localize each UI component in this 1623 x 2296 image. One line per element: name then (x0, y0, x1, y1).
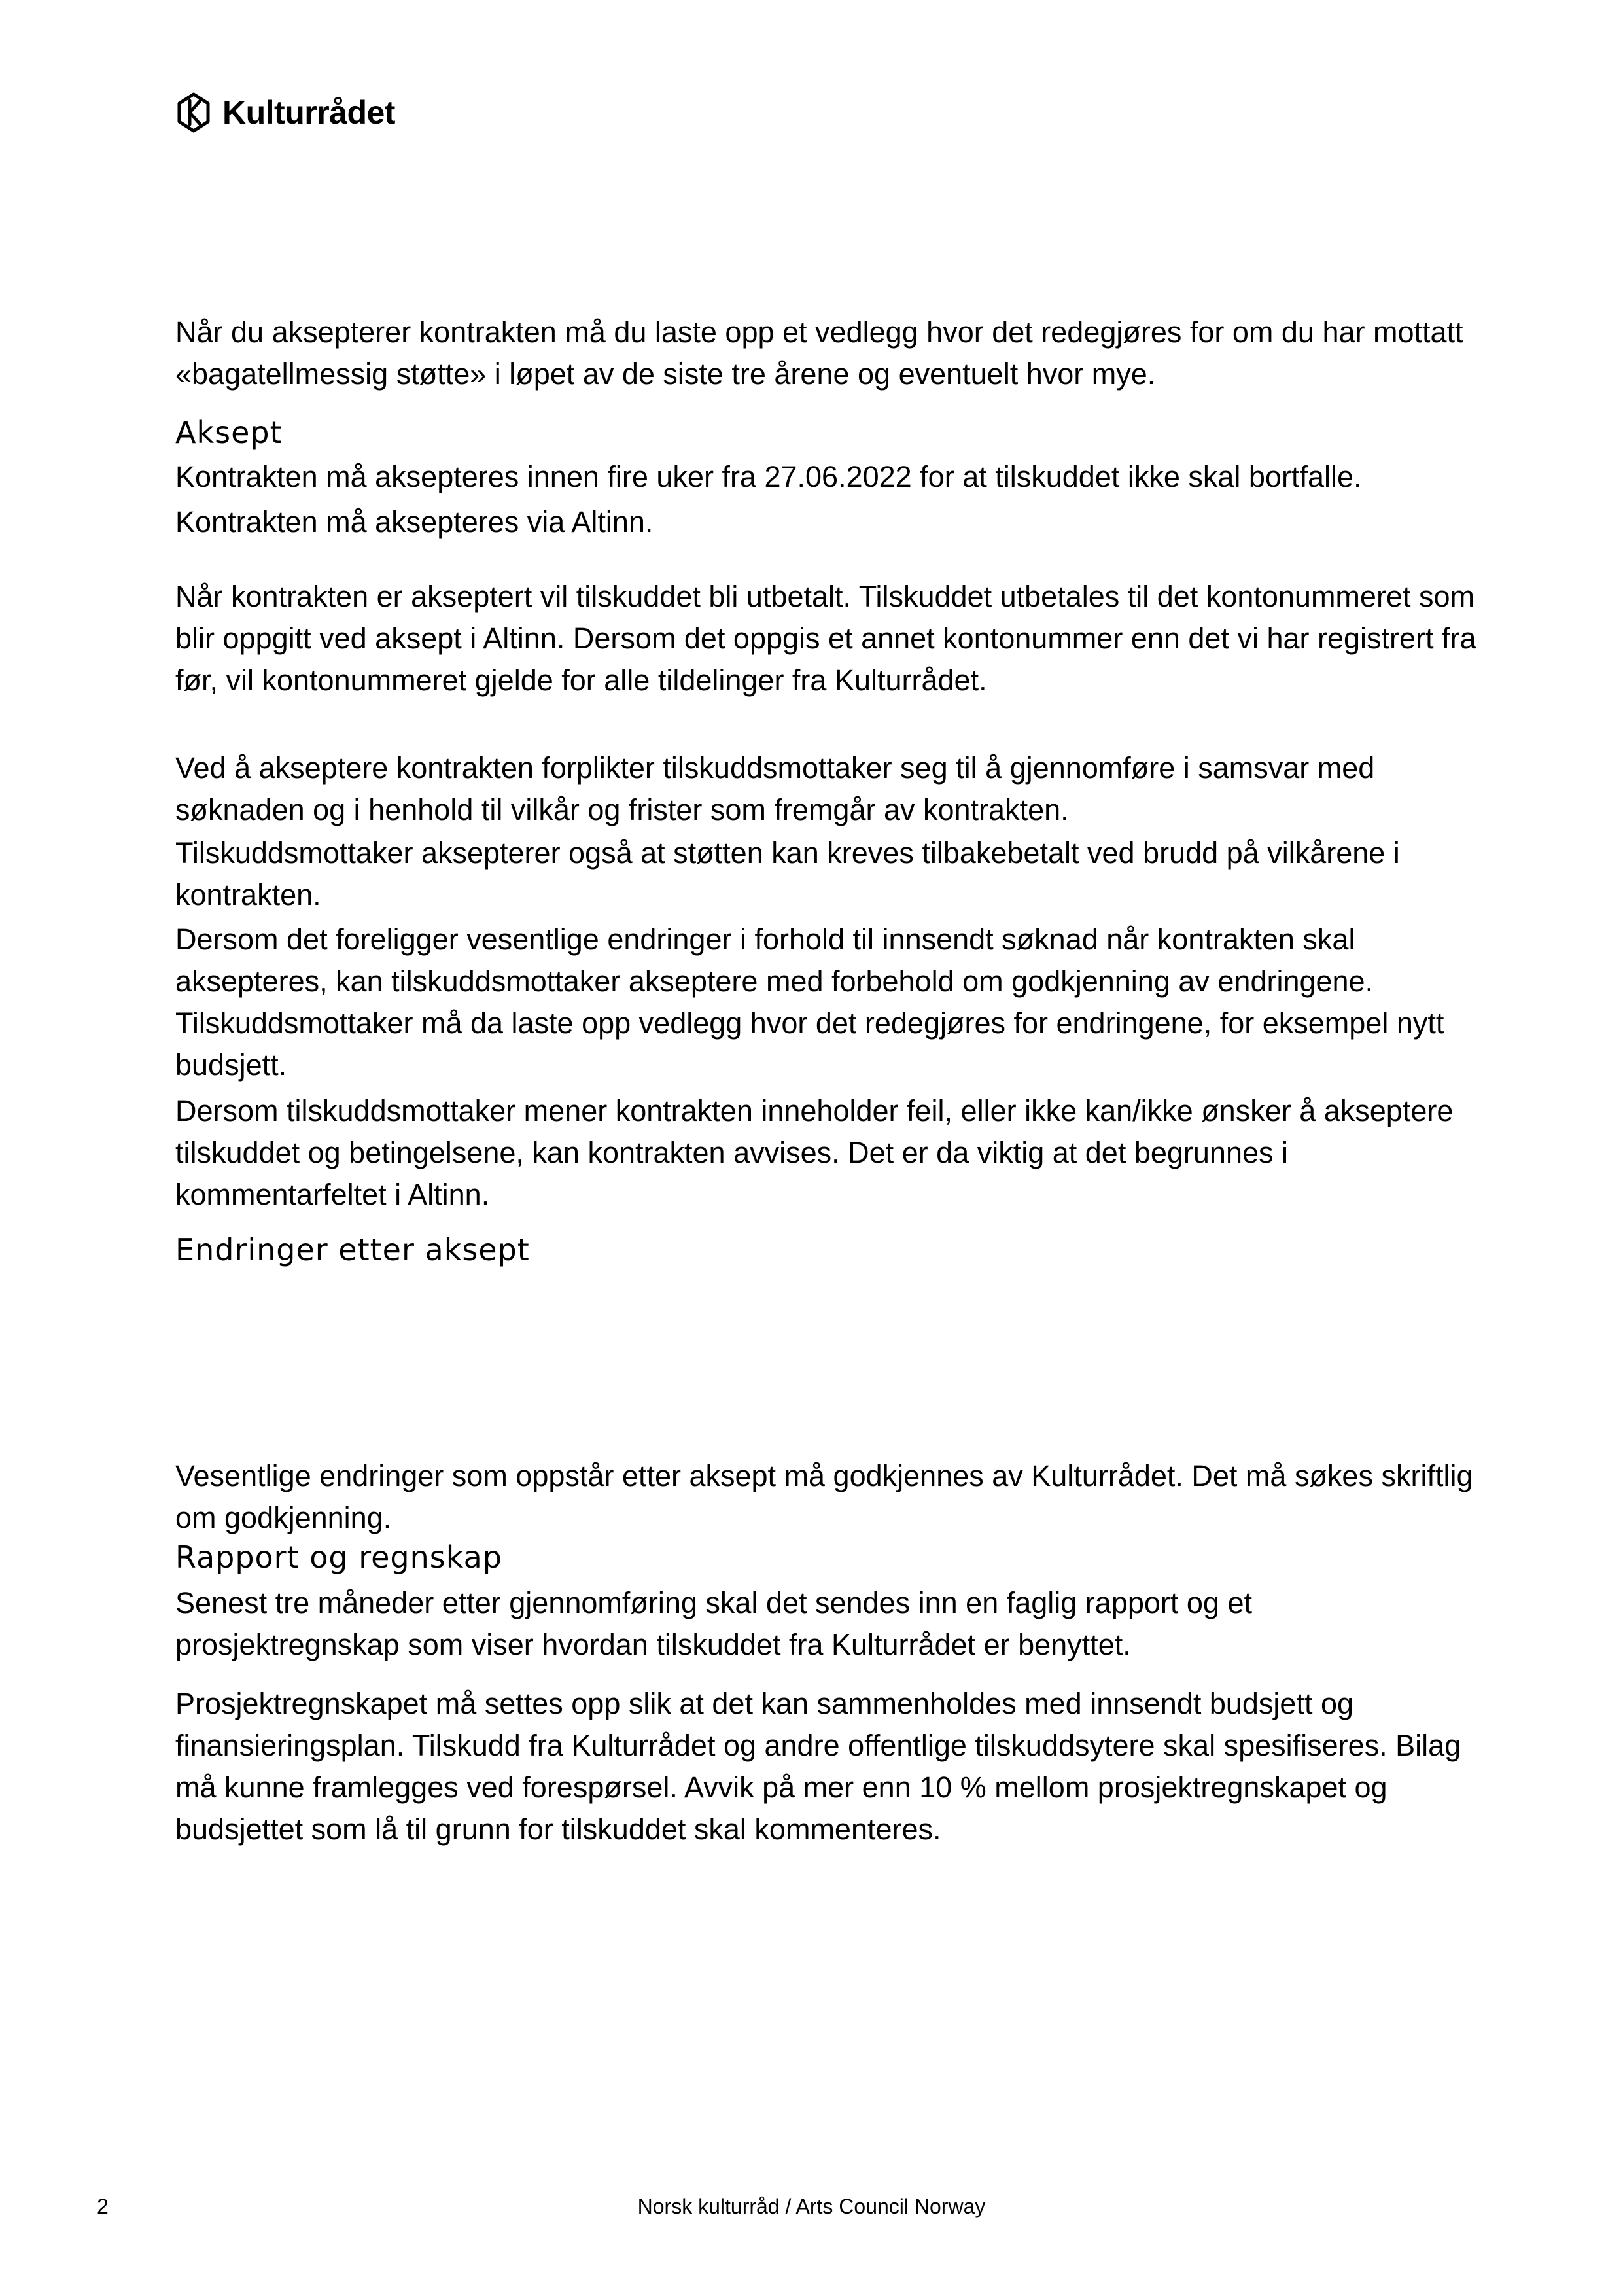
kulturradet-logo-icon (175, 92, 212, 133)
paragraph-prosjektregnskap: Prosjektregnskapet må settes opp slik at det kan sammenholdes med innsendt budsjett og finansieringsplan. Tilskudd fra Kulturrådet og andre offentlige tilskuddsytere skal spesifiseres. Bilag må kunne framlegges ved forespørsel. Avvik på mer enn 10 % mellom prosjektregnskapet og budsjettet som lå til grunn for tilskuddet skal kommenteres. (175, 1687, 1461, 1846)
paragraph-utbetaling: Når kontrakten er akseptert vil tilskuddet bli utbetalt. Tilskuddet utbetales til det kontonummeret som blir oppgitt ved aksept i Altinn. Dersom det oppgis et annet kontonummer enn det vi har registrert fra før, vil kontonummeret gjelde for alle tildelinger fra Kulturrådet. (175, 580, 1476, 697)
heading-endringer: Endringer etter aksept (175, 1232, 530, 1267)
header-logo (175, 90, 395, 135)
paragraph-rapport: Senest tre måneder etter gjennomføring skal det sendes inn en faglig rapport og et prosjektregnskap som viser hvordan tilskuddet fra Kulturrådet er benyttet. (175, 1586, 1252, 1661)
paragraph-tilbakebetaling: Tilskuddsmottaker aksepterer også at støtten kan kreves tilbakebetalt ved brudd på vilkårene i kontrakten. (175, 836, 1400, 911)
heading-aksept: Aksept (175, 415, 283, 450)
paragraph-aksept-frist: Kontrakten må aksepteres innen fire uker fra 27.06.2022 for at tilskuddet ikke skal bortfalle. (175, 460, 1362, 493)
paragraph-endringer: Vesentlige endringer som oppstår etter aksept må godkjennes av Kulturrådet. Det må søkes skriftlig om godkjenning. (175, 1459, 1473, 1534)
paragraph-forbehold: Dersom det foreligger vesentlige endringer i forhold til innsendt søknad når kontrakten skal aksepteres, kan tilskuddsmottaker akseptere med forbehold om godkjenning av endringene. Tilskuddsmottaker må da laste opp vedlegg hvor det redegjøres for endringene, for eksempel nytt budsjett. (175, 923, 1444, 1082)
footer-organization: Norsk kulturråd / Arts Council Norway (637, 2195, 986, 2218)
paragraph-forpliktelse: Ved å akseptere kontrakten forplikter tilskuddsmottaker seg til å gjennomføre i samsvar med søknaden og i henhold til vilkår og frister som fremgår av kontrakten. (175, 751, 1375, 826)
paragraph-bagatell: Når du aksepterer kontrakten må du laste opp et vedlegg hvor det redegjøres for om du har mottatt «bagatellmessig støtte» i løpet av de siste tre årene og eventuelt hvor mye. (175, 315, 1463, 391)
page-number: 2 (97, 2195, 109, 2218)
logo-wordmark: Kulturrådet (222, 94, 395, 131)
heading-rapport: Rapport og regnskap (175, 1540, 502, 1575)
paragraph-aksept-altinn: Kontrakten må aksepteres via Altinn. (175, 505, 654, 539)
paragraph-avvisning: Dersom tilskuddsmottaker mener kontrakten inneholder feil, eller ikke kan/ikke ønsker å akseptere tilskuddet og betingelsene, kan kontrakten avvises. Det er da viktig at det begrunnes i kommentarfeltet i Altinn. (175, 1094, 1454, 1211)
